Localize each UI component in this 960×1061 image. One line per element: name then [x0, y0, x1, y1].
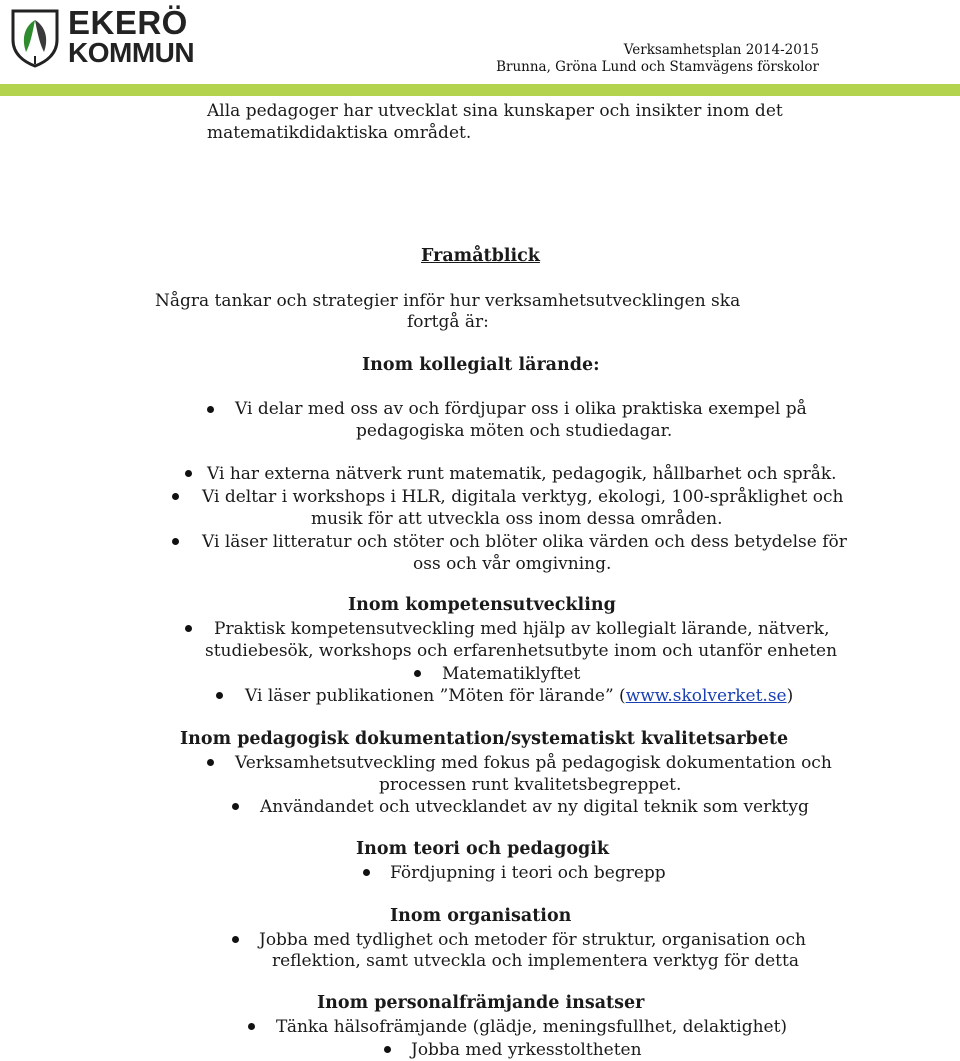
bullet-icon: [185, 470, 192, 477]
kompetens-heading: Inom kompetensutveckling: [348, 595, 616, 615]
intro-line2: matematikdidaktiska området.: [207, 123, 472, 143]
framatblick-lead1: Några tankar och strategier inför hur verksamhetsutvecklingen ska: [155, 291, 741, 311]
bullet-icon: [363, 869, 370, 876]
organisation-heading: Inom organisation: [390, 906, 572, 926]
teori-heading: Inom teori och pedagogik: [356, 839, 610, 859]
ekero-kommun-logo: [10, 4, 195, 68]
intro-line1: Alla pedagoger har utvecklat sina kunskaper och insikter inom det: [207, 101, 783, 121]
bullet-icon: [207, 406, 214, 413]
kompetens-b3-close: ): [786, 686, 794, 706]
plan-title: Verksamhetsplan 2014-2015: [623, 42, 819, 58]
kollegialt-b3-l2: musik för att utveckla oss inom dessa områden.: [311, 509, 723, 529]
bullet-icon: [414, 670, 421, 677]
logo-line1: EKERÖ: [68, 4, 188, 41]
kollegialt-b2: Vi har externa nätverk runt matematik, pedagogik, hållbarhet och språk.: [207, 464, 837, 484]
bullet-icon: [185, 625, 192, 632]
kompetens-b1-l1: Praktisk kompetensutveckling med hjälp av kollegialt lärande, nätverk,: [214, 619, 830, 639]
bullet-icon: [207, 759, 214, 766]
logo-line2: KOMMUN: [68, 37, 195, 68]
kompetens-b3: [245, 685, 793, 707]
bullet-icon: [384, 1046, 391, 1053]
page-header: [0, 0, 960, 84]
kompetens-b3-text: Vi läser publikationen ”Möten för lärande” (: [245, 686, 626, 706]
bullet-icon: [248, 1023, 255, 1030]
organisation-b1-l2: reflektion, samt utveckla och implementera verktyg för detta: [272, 951, 799, 971]
bullet-icon: [232, 803, 239, 810]
kollegialt-b4-l2: oss och vår omgivning.: [413, 554, 612, 574]
kompetens-b2: Matematiklyftet: [442, 664, 581, 684]
personal-b1: Tänka hälsofrämjande (glädje, meningsfullhet, delaktighet): [276, 1017, 788, 1037]
organisation-b1-l1: Jobba med tydlighet och metoder för struktur, organisation och: [259, 930, 806, 950]
plan-subtitle: Brunna, Gröna Lund och Stamvägens förskolor: [496, 59, 819, 75]
skolverket-link[interactable]: www.skolverket.se: [625, 686, 787, 706]
bullet-icon: [172, 493, 179, 500]
dokumentation-b2: Användandet och utvecklandet av ny digital teknik som verktyg: [260, 797, 809, 817]
framatblick-lead2: fortgå är:: [407, 312, 489, 332]
dokumentation-b1-l2: processen runt kvalitetsbegreppet.: [379, 775, 682, 795]
framatblick-heading: Framåtblick: [421, 246, 540, 266]
shield-leaf-icon: [10, 8, 60, 68]
personal-heading: Inom personalfrämjande insatser: [317, 993, 645, 1013]
bullet-icon: [172, 538, 179, 545]
bullet-icon: [216, 692, 223, 699]
personal-b2: Jobba med yrkesstoltheten: [411, 1040, 642, 1060]
header-plan-info: [496, 42, 819, 76]
kompetens-b1-l2: studiebesök, workshops och erfarenhetsutbyte inom och utanför enheten: [205, 641, 838, 661]
kollegialt-b3-l1: Vi deltar i workshops i HLR, digitala verktyg, ekologi, 100-språklighet och: [202, 487, 844, 507]
kollegialt-b4-l1: Vi läser litteratur och stöter och blöter olika värden och dess betydelse för: [202, 532, 847, 552]
bullet-icon: [232, 936, 239, 943]
dokumentation-heading: Inom pedagogisk dokumentation/systematiskt kvalitetsarbete: [180, 729, 789, 749]
kollegialt-b1-l1: Vi delar med oss av och fördjupar oss i olika praktiska exempel på: [235, 399, 807, 419]
teori-b1: Fördjupning i teori och begrepp: [390, 863, 666, 883]
kollegialt-b1-l2: pedagogiska möten och studiedagar.: [356, 421, 673, 441]
kollegialt-heading: Inom kollegialt lärande:: [362, 355, 600, 375]
header-green-bar: [0, 84, 960, 96]
dokumentation-b1-l1: Verksamhetsutveckling med fokus på pedagogisk dokumentation och: [235, 753, 832, 773]
